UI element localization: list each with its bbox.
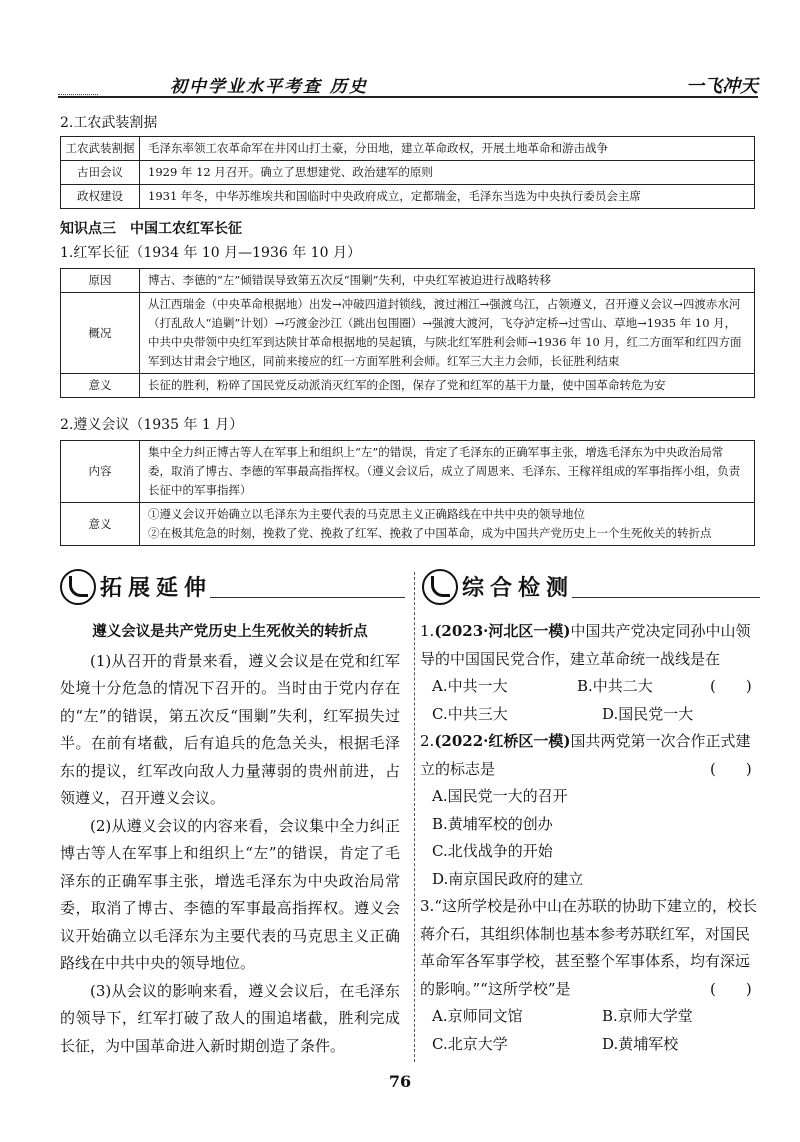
paragraph: (1)从召开的背景来看，遵义会议是在党和红军处境十分危急的情况下召开的。当时由于党内存在的“左”的错误，第五次反“围剿”失利，红军损失过半。在前有堵截，后有追兵的危急关头，根据毛泽东的提议，红军改向敌人力量薄弱的贵州前进，占领遵义，召开遵义会议。 bbox=[60, 651, 400, 807]
option[interactable]: C.北伐战争的开始 bbox=[432, 842, 553, 860]
option[interactable]: A.国民党一大的召开 bbox=[432, 787, 568, 805]
row-body: 博古、李德的“左”倾错误导致第五次反“围剿”失利，中央红军被迫进行战略转移 bbox=[140, 269, 755, 293]
options bbox=[420, 701, 760, 729]
table-row bbox=[61, 293, 755, 374]
banner-emblem-icon bbox=[60, 569, 96, 605]
row-head: 政权建设 bbox=[61, 185, 140, 209]
question-number: 3. bbox=[420, 897, 435, 915]
row-body: 长征的胜利，粉碎了国民党反动派消灭红军的企图，保存了党和红军的基干力量，使中国革命转危为安 bbox=[140, 374, 755, 398]
options bbox=[420, 1031, 760, 1059]
table-zunyi-meeting bbox=[60, 440, 755, 546]
column-divider bbox=[414, 572, 415, 1062]
answer-blank: ( ) bbox=[710, 979, 752, 998]
significance-1: ①遵义会议开始确立以毛泽东为主要代表的马克思主义正确路线在中共中央的领导地位 bbox=[148, 507, 585, 521]
table-row bbox=[61, 441, 755, 503]
option[interactable]: B.中共二大 bbox=[577, 677, 653, 695]
row-body: 集中全力纠正博古等人在军事上和组织上“左”的错误，肯定了毛泽东的正确军事主张，增选毛泽东为中央政治局常委，取消了博古、李德的军事最高指挥权。（遵义会议后，成立了周恩来、毛泽东、王稼祥组成的军事指挥小组，负责长征中的军事指挥） bbox=[140, 441, 755, 503]
options bbox=[420, 673, 710, 701]
row-head: 工农武装割据 bbox=[61, 137, 140, 161]
answer-blank: ( ) bbox=[710, 759, 752, 778]
header-rule bbox=[58, 96, 758, 98]
options bbox=[420, 1003, 760, 1031]
page-number: 76 bbox=[388, 1072, 412, 1091]
banner-rule bbox=[210, 597, 405, 598]
question-text: “这所学校是孙中山在苏联的协助下建立的，校长蒋介石，其组织体制也基本参考苏联红军，对国民革命军各军事学校，甚至整个军事体系，均有深远的影响。”“这所学校”是 bbox=[420, 897, 757, 998]
table-row bbox=[61, 137, 755, 161]
extension-text bbox=[60, 618, 400, 1060]
page-header bbox=[58, 62, 758, 102]
table-armed-separatism bbox=[60, 136, 755, 209]
test-banner bbox=[422, 567, 760, 605]
knowledge-point-title: 知识点三 中国工农红军长征 bbox=[60, 221, 242, 237]
test-questions bbox=[420, 618, 760, 1058]
row-head: 意义 bbox=[61, 503, 140, 546]
option[interactable]: B.京师大学堂 bbox=[602, 1007, 693, 1025]
option[interactable]: C.北京大学 bbox=[432, 1034, 508, 1053]
question-2 bbox=[420, 728, 760, 893]
option[interactable]: B.黄埔军校的创办 bbox=[432, 814, 553, 833]
table-row bbox=[61, 374, 755, 398]
table-long-march bbox=[60, 268, 755, 398]
question-3 bbox=[420, 893, 760, 1058]
option[interactable]: D.南京国民政府的建立 bbox=[432, 869, 584, 888]
banner-rule bbox=[572, 597, 760, 598]
row-head: 意义 bbox=[61, 374, 140, 398]
option[interactable]: C.中共三大 bbox=[432, 704, 508, 723]
row-body bbox=[140, 503, 755, 546]
brand-name: 一飞冲天 bbox=[686, 76, 758, 97]
section-title: 2.遵义会议（1935 年 1 月） bbox=[60, 417, 244, 433]
option[interactable]: D.黄埔军校 bbox=[602, 1034, 679, 1053]
option[interactable]: A.中共一大 bbox=[432, 677, 508, 695]
question-source: (2022·红桥区一模) bbox=[434, 732, 571, 750]
option[interactable]: D.国民党一大 bbox=[602, 704, 694, 723]
row-body: 从江西瑞金（中央革命根据地）出发→冲破四道封锁线，渡过湘江→强渡乌江，占领遵义，召开遵义会议→四渡赤水河（打乱敌人“追剿”计划）→巧渡金沙江（跳出包围圈）→强渡大渡河，飞夺泸定桥→过雪山、草地→1935 年 10 月，中共中央带领中央红军到达陕甘革命根据地的吴起镇，与陕北红军胜利会师→1936 年 10 月，红二方面军和红四方面军到达甘肃会宁地区，同前来接应的红一方面军胜利会师。红军三大主力会师，长征胜利结束 bbox=[140, 293, 755, 374]
question-number: 1. bbox=[420, 622, 435, 640]
row-body: 1929 年 12 月召开。确立了思想建党、政治建军的原则 bbox=[140, 161, 755, 185]
row-head: 内容 bbox=[61, 441, 140, 503]
row-head: 原因 bbox=[61, 269, 140, 293]
section-title: 1.红军长征（1934 年 10 月—1936 年 10 月） bbox=[60, 245, 361, 261]
banner-emblem-icon bbox=[422, 569, 458, 605]
row-body: 1931 年冬，中华苏维埃共和国临时中央政府成立，定都瑞金，毛泽东当选为中央执行委员会主席 bbox=[140, 185, 755, 209]
question-1 bbox=[420, 618, 760, 728]
extension-subtitle: 遵义会议是共产党历史上生死攸关的转折点 bbox=[92, 623, 368, 640]
answer-blank: ( ) bbox=[710, 677, 752, 695]
option[interactable]: A.京师同文馆 bbox=[432, 1007, 523, 1025]
extension-banner bbox=[60, 567, 405, 605]
table-row bbox=[61, 503, 755, 546]
question-source: (2023·河北区一模) bbox=[434, 622, 571, 640]
series-logo bbox=[58, 74, 98, 95]
banner-title: 综合检测 bbox=[462, 575, 575, 601]
question-number: 2. bbox=[420, 732, 435, 750]
row-body: 毛泽东率领工农革命军在井冈山打土豪，分田地，建立革命政权，开展土地革命和游击战争 bbox=[140, 137, 755, 161]
table-row bbox=[61, 269, 755, 293]
paragraph: (3)从会议的影响来看，遵义会议后，在毛泽东的领导下，红军打破了敌人的围追堵截，胜利完成长征，为中国革命进入新时期创造了条件。 bbox=[60, 981, 400, 1055]
paragraph: (2)从遵义会议的内容来看，会议集中全力纠正博古等人在军事上和组织上“左”的错误，肯定了毛泽东的正确军事主张，增选毛泽东为中央政治局常委，取消了博古、李德的军事最高指挥权。遵义会议开始确立以毛泽东为主要代表的马克思主义正确路线在中共中央的领导地位。 bbox=[60, 816, 400, 972]
banner-title: 拓展延伸 bbox=[100, 575, 213, 601]
table-row bbox=[61, 161, 755, 185]
question-text: 中国共产党决定同孙中山领导的中国国民党合作，建立革命统一战线是在 bbox=[420, 622, 751, 668]
table-row bbox=[61, 185, 755, 209]
significance-2: ②在极其危急的时刻，挽救了党、挽救了红军、挽救了中国革命，成为中国共产党历史上一个生死攸关的转折点 bbox=[148, 526, 712, 540]
question-text: 国共两党第一次合作正式建立的标志是 bbox=[420, 732, 751, 778]
book-title: 初中学业水平考查 历史 bbox=[170, 77, 368, 97]
section-title: 2.工农武装割据 bbox=[60, 115, 158, 131]
row-head: 古田会议 bbox=[61, 161, 140, 185]
row-head: 概况 bbox=[61, 293, 140, 374]
